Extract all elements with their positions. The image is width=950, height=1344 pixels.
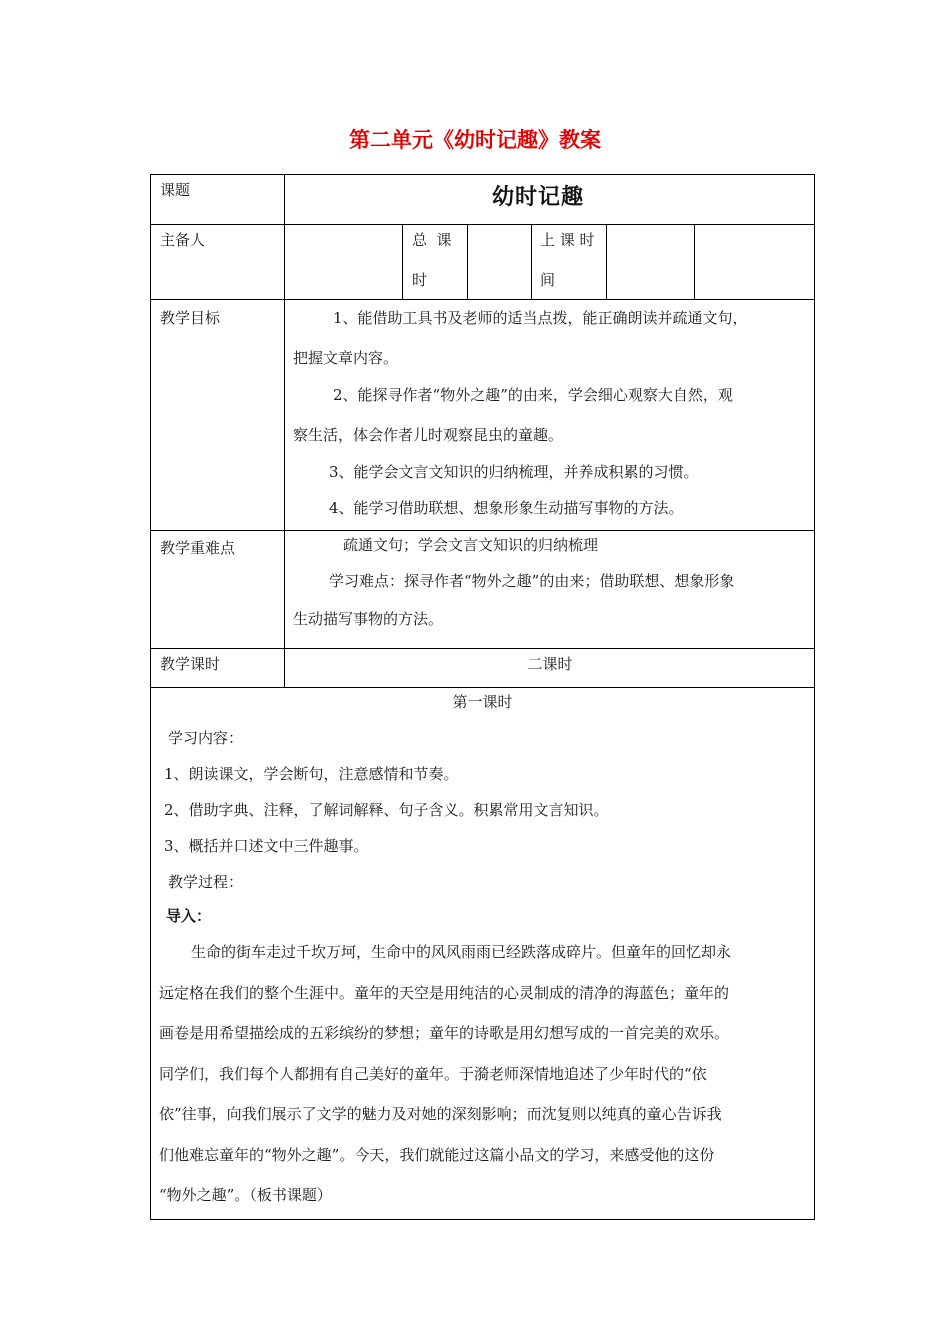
hours-label: 教学课时 — [160, 655, 221, 673]
preparer-divider-1 — [402, 224, 403, 300]
goal-1-line-1: 1、能借助工具书及老师的适当点拨，能正确朗读并疏通文句， — [333, 309, 748, 327]
key-point-line-1: 疏通文句；学会文言文知识的归纳梳理 — [343, 536, 599, 554]
content-item-1: 1、朗读课文，学会断句，注意感情和节奏。 — [164, 765, 459, 783]
topic-label: 课题 — [160, 181, 191, 199]
hours-value: 二课时 — [527, 655, 573, 673]
goal-2-line-2: 察生活，体会作者儿时观察昆虫的童趣。 — [293, 426, 564, 444]
goal-3 — [293, 452, 803, 492]
topic-value: 幼时记趣 — [492, 185, 585, 210]
total-hours-label-line2: 时 — [412, 271, 428, 289]
row-divider-5 — [150, 687, 815, 688]
goal-2-line-1: 2、能探寻作者“物外之趣”的由来，学会细心观察大自然，观 — [333, 386, 733, 404]
intro-line-3: 画卷是用希望描绘成的五彩缤纷的梦想；童年的诗歌是用幻想写成的一首完美的欢乐。 — [159, 1024, 730, 1042]
total-hours-label-line1: 总 课 — [412, 231, 452, 249]
intro-line-7: “物外之趣”。（板书课题） — [159, 1186, 332, 1204]
goal-3-line-1: 3、能学会文言文知识的归纳梳理，并养成积累的习惯。 — [329, 463, 699, 481]
key-point-line-3: 生动描写事物的方法。 — [293, 610, 444, 628]
intro-line-6: 们他难忘童年的“物外之趣”。今天，我们就能过这篇小品文的学习，来感受他的这份 — [159, 1145, 715, 1164]
label-column-divider — [284, 174, 285, 688]
class-time-label-line1: 上 课 时 — [540, 231, 595, 249]
preparer-divider-3 — [531, 224, 532, 300]
content-item-2: 2、借助字典、注释，了解词解释、句子含义。积累常用文言知识。 — [164, 801, 609, 819]
goal-1-line-2: 把握文章内容。 — [293, 349, 399, 367]
content-label: 学习内容： — [168, 729, 244, 747]
intro-line-2: 远定格在我们的整个生涯中。童年的天空是用纯洁的心灵制成的清净的海蓝色；童年的 — [159, 983, 730, 1002]
class-time-label-line2: 间 — [540, 271, 556, 289]
intro-line-1: 生命的街车走过千坎万坷，生命中的风风雨雨已经跌落成碎片。但童年的回忆却永 — [191, 943, 732, 961]
key-point-line-2: 学习难点：探寻作者“物外之趣”的由来；借助联想、想象形象 — [329, 572, 735, 590]
row-divider-4 — [150, 648, 815, 649]
key-points-label: 教学重难点 — [160, 539, 236, 557]
intro-label: 导入： — [166, 907, 212, 925]
goal-2 — [293, 375, 803, 455]
document-title: 第二单元《幼时记趣》教案 — [349, 128, 601, 152]
goal-4-line-1: 4、能学习借助联想、想象形象生动描写事物的方法。 — [329, 499, 684, 517]
intro-line-5: 依”往事，向我们展示了文学的魅力及对她的深刻影响；而沈复则以纯真的童心告诉我 — [159, 1105, 722, 1123]
preparer-divider-2 — [467, 224, 468, 300]
goal-1 — [293, 298, 803, 378]
row-divider-1 — [150, 224, 815, 225]
key-points — [293, 528, 803, 638]
intro-line-4: 同学们，我们每个人都拥有自己美好的童年。于漪老师深情地追述了少年时代的“依 — [159, 1064, 707, 1083]
goal-4 — [293, 488, 803, 528]
preparer-divider-5 — [694, 224, 695, 300]
preparer-label: 主备人 — [160, 231, 206, 249]
process-label: 教学过程： — [168, 873, 244, 891]
preparer-divider-4 — [606, 224, 607, 300]
content-item-3: 3、概括并口述文中三件趣事。 — [164, 837, 369, 855]
lesson-one-heading: 第一课时 — [452, 693, 513, 711]
intro-paragraph — [159, 932, 799, 1216]
goals-label: 教学目标 — [160, 309, 221, 327]
